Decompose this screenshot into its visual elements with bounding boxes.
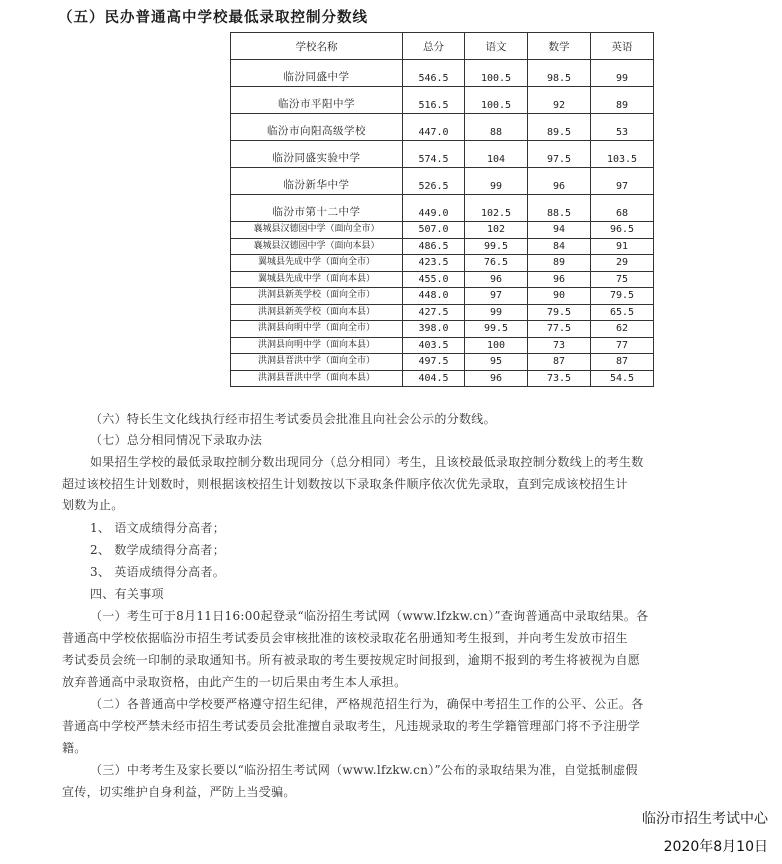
- matter-one-line: 考试委员会统一印制的录取通知书。所有被录取的考生要按规定时间报到，逾期不报到的考生将被视为自愿: [62, 653, 641, 667]
- school-name: 洪洞县向明中学（面向全市）: [231, 321, 403, 338]
- math-score: 96: [528, 271, 591, 288]
- table-row: [231, 195, 654, 222]
- english-score: 68: [591, 195, 654, 222]
- math-score: 73: [528, 337, 591, 354]
- school-name: 洪洞县晋洪中学（面向全市）: [231, 354, 403, 371]
- header-chinese: 语文: [465, 33, 528, 60]
- chinese-score: 102: [465, 222, 528, 239]
- math-score: 98.5: [528, 60, 591, 87]
- tie-rule-line: 如果招生学校的最低录取控制分数出现同分（总分相同）考生，且该校最低录取控制分数线上的考生数: [90, 455, 644, 469]
- header-school-name: 学校名称: [231, 33, 403, 60]
- english-score: 99: [591, 60, 654, 87]
- tie-condition-english: 3、 英语成绩得分高者。: [90, 565, 226, 579]
- section-heading: （五）民办普通高中学校最低录取控制分数线: [58, 9, 368, 26]
- school-name: 临汾市第十二中学: [231, 195, 403, 222]
- total-score: 403.5: [403, 337, 465, 354]
- total-score: 526.5: [403, 168, 465, 195]
- table-row: [231, 114, 654, 141]
- matters-heading: 四、有关事项: [90, 587, 164, 601]
- header-english: 英语: [591, 33, 654, 60]
- table-header-row: [231, 33, 654, 60]
- total-score: 449.0: [403, 195, 465, 222]
- english-score: 62: [591, 321, 654, 338]
- tie-rule-line: 划数为止。: [62, 498, 124, 512]
- table-row: [231, 238, 654, 255]
- chinese-score: 100.5: [465, 60, 528, 87]
- chinese-score: 99.5: [465, 238, 528, 255]
- english-score: 79.5: [591, 288, 654, 305]
- total-score: 497.5: [403, 354, 465, 371]
- chinese-score: 97: [465, 288, 528, 305]
- math-score: 89.5: [528, 114, 591, 141]
- school-name: 临汾新华中学: [231, 168, 403, 195]
- school-name: 临汾市平阳中学: [231, 87, 403, 114]
- issue-date: 2020年8月10日: [663, 839, 768, 855]
- math-score: 90: [528, 288, 591, 305]
- header-total: 总分: [403, 33, 465, 60]
- table-row: [231, 321, 654, 338]
- school-name: 洪洞县晋洪中学（面向本县）: [231, 370, 403, 387]
- english-score: 65.5: [591, 304, 654, 321]
- table-row: [231, 60, 654, 87]
- table-row: [231, 168, 654, 195]
- total-score: 574.5: [403, 141, 465, 168]
- tie-condition-chinese: 1、 语文成绩得分高者；: [90, 521, 226, 535]
- school-name: 襄城县汉德园中学（面向全市）: [231, 222, 403, 239]
- table-row: [231, 288, 654, 305]
- math-score: 96: [528, 168, 591, 195]
- chinese-score: 100: [465, 337, 528, 354]
- table-row: [231, 222, 654, 239]
- table-row: [231, 304, 654, 321]
- total-score: 448.0: [403, 288, 465, 305]
- total-score: 447.0: [403, 114, 465, 141]
- table-row: [231, 337, 654, 354]
- english-score: 77: [591, 337, 654, 354]
- chinese-score: 99: [465, 168, 528, 195]
- chinese-score: 96: [465, 271, 528, 288]
- english-score: 75: [591, 271, 654, 288]
- english-score: 54.5: [591, 370, 654, 387]
- school-name: 临汾同盛中学: [231, 60, 403, 87]
- table-row: [231, 271, 654, 288]
- matter-three-line: 宣传，切实维护自身利益，严防上当受骗。: [62, 785, 296, 799]
- tie-rule-heading: （七）总分相同情况下录取办法: [90, 433, 263, 447]
- chinese-score: 96: [465, 370, 528, 387]
- matter-one-line: （一）考生可于8月11日16:00起登录“临汾招生考试网（www.lfzkw.cn）”查询普通高中录取结果。各: [90, 609, 649, 623]
- school-name: 翼城县先成中学（面向本县）: [231, 271, 403, 288]
- math-score: 88.5: [528, 195, 591, 222]
- chinese-score: 88: [465, 114, 528, 141]
- english-score: 97: [591, 168, 654, 195]
- matter-one-line: 普通高中学校依据临汾市招生考试委员会审核批准的该校录取花名册通知考生报到，并向考生发放市招生: [62, 631, 628, 645]
- chinese-score: 95: [465, 354, 528, 371]
- english-score: 87: [591, 354, 654, 371]
- chinese-score: 100.5: [465, 87, 528, 114]
- matter-one-line: 放弃普通高中录取资格，由此产生的一切后果由考生本人承担。: [62, 675, 407, 689]
- school-name: 襄城县汉德园中学（面向本县）: [231, 238, 403, 255]
- total-score: 423.5: [403, 255, 465, 272]
- english-score: 91: [591, 238, 654, 255]
- table-row: [231, 354, 654, 371]
- english-score: 89: [591, 87, 654, 114]
- math-score: 84: [528, 238, 591, 255]
- total-score: 427.5: [403, 304, 465, 321]
- math-score: 92: [528, 87, 591, 114]
- math-score: 89: [528, 255, 591, 272]
- school-name: 洪洞县新英学校（面向全市）: [231, 288, 403, 305]
- math-score: 87: [528, 354, 591, 371]
- chinese-score: 76.5: [465, 255, 528, 272]
- total-score: 398.0: [403, 321, 465, 338]
- english-score: 96.5: [591, 222, 654, 239]
- english-score: 29: [591, 255, 654, 272]
- total-score: 404.5: [403, 370, 465, 387]
- total-score: 486.5: [403, 238, 465, 255]
- header-math: 数学: [528, 33, 591, 60]
- matter-three-line: （三）中考考生及家长要以“临汾招生考试网（www.lfzkw.cn）”公布的录取结果为准，自觉抵制虚假: [90, 763, 638, 777]
- table-row: [231, 370, 654, 387]
- math-score: 97.5: [528, 141, 591, 168]
- matter-two-line: 普通高中学校严禁未经市招生考试委员会批准擅自录取考生，凡违规录取的考生学籍管理部门将不予注册学: [62, 719, 641, 733]
- table-row: [231, 255, 654, 272]
- chinese-score: 99.5: [465, 321, 528, 338]
- total-score: 507.0: [403, 222, 465, 239]
- score-table: [230, 32, 654, 387]
- math-score: 94: [528, 222, 591, 239]
- school-name: 洪洞县向明中学（面向本县）: [231, 337, 403, 354]
- matter-two-line: 籍。: [62, 741, 87, 755]
- special-students-note: （六）特长生文化线执行经市招生考试委员会批准且向社会公示的分数线。: [90, 412, 496, 426]
- english-score: 103.5: [591, 141, 654, 168]
- math-score: 73.5: [528, 370, 591, 387]
- tie-rule-line: 超过该校招生计划数时，则根据该校招生计划数按以下录取条件顺序依次优先录取，直到完成该校招生计: [62, 477, 628, 491]
- school-name: 洪洞县新英学校（面向本县）: [231, 304, 403, 321]
- total-score: 455.0: [403, 271, 465, 288]
- chinese-score: 99: [465, 304, 528, 321]
- total-score: 516.5: [403, 87, 465, 114]
- chinese-score: 104: [465, 141, 528, 168]
- table-row: [231, 141, 654, 168]
- math-score: 77.5: [528, 321, 591, 338]
- school-name: 翼城县先成中学（面向全市）: [231, 255, 403, 272]
- tie-condition-math: 2、 数学成绩得分高者；: [90, 543, 226, 557]
- school-name: 临汾市向阳高级学校: [231, 114, 403, 141]
- issuing-organization: 临汾市招生考试中心: [642, 811, 768, 827]
- school-name: 临汾同盛实验中学: [231, 141, 403, 168]
- math-score: 79.5: [528, 304, 591, 321]
- chinese-score: 102.5: [465, 195, 528, 222]
- total-score: 546.5: [403, 60, 465, 87]
- matter-two-line: （二）各普通高中学校要严格遵守招生纪律，严格规范招生行为，确保中考招生工作的公平、公正。各: [90, 697, 644, 711]
- table-row: [231, 87, 654, 114]
- english-score: 53: [591, 114, 654, 141]
